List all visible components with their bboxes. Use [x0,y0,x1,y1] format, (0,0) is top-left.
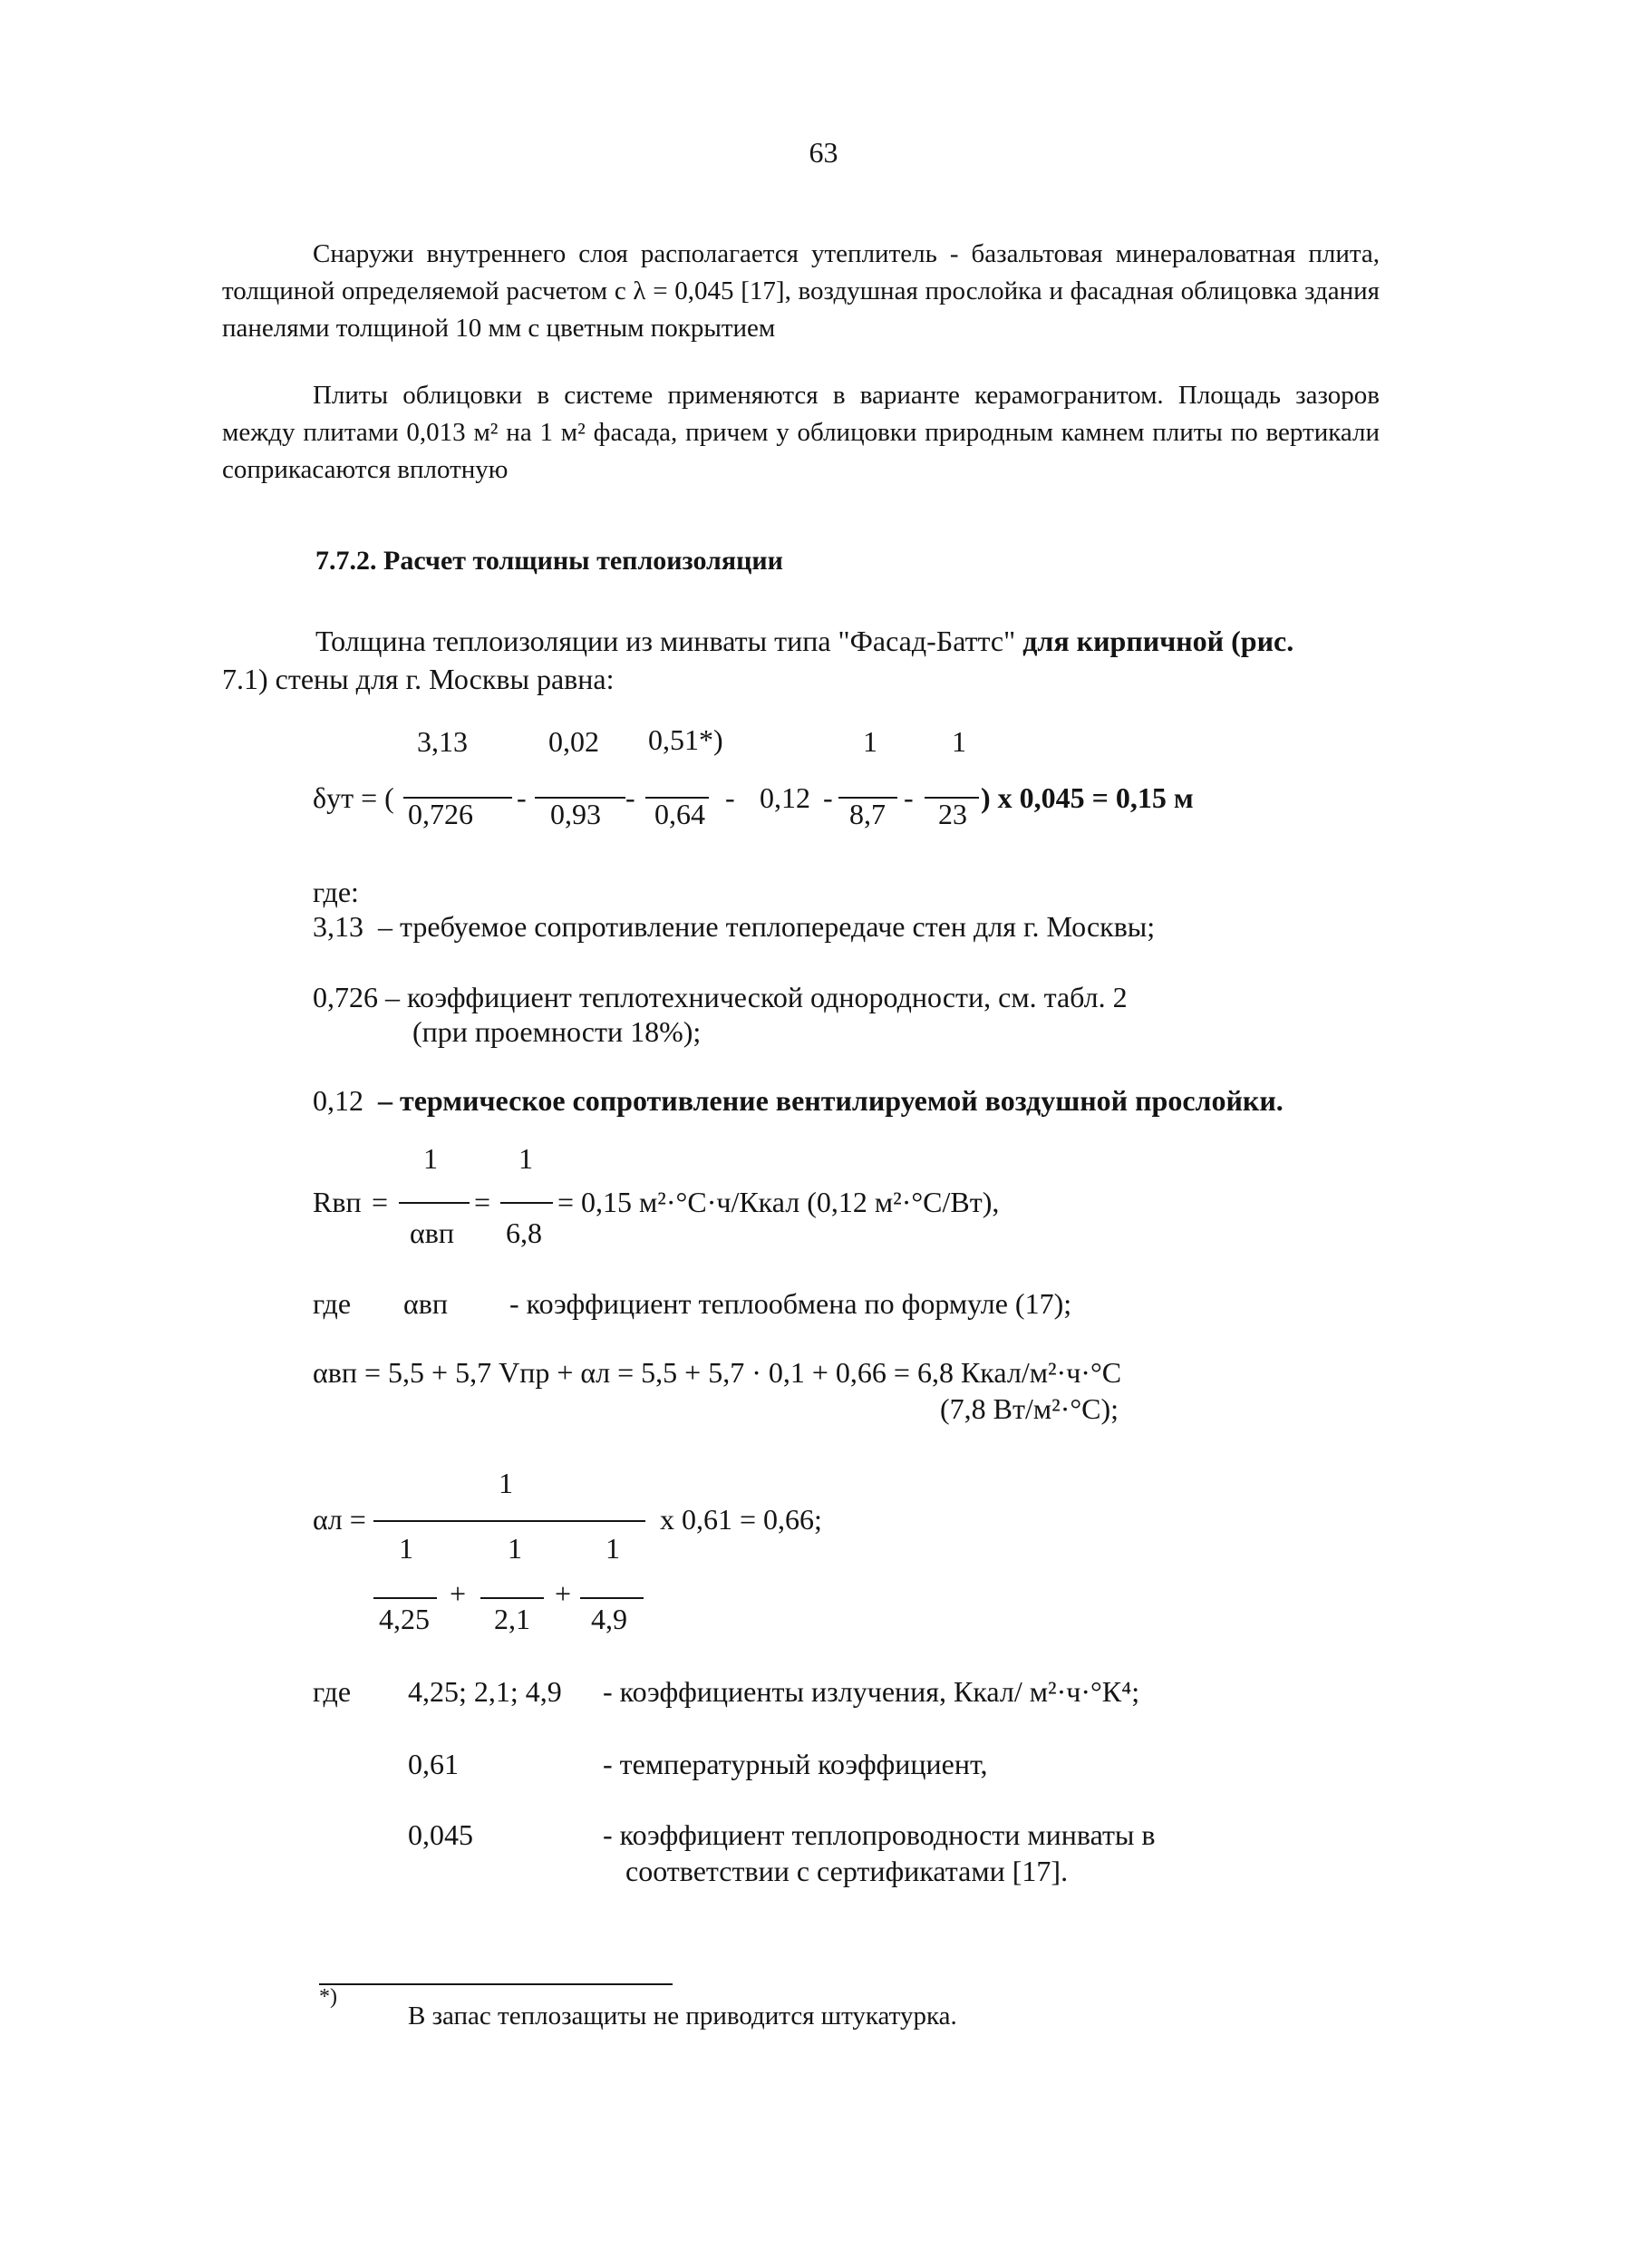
formula-main-num1: 3,13 [417,725,468,758]
formula-main-lhs: δут = ( [313,781,394,814]
formula-alpha-l-n1: 1 [399,1532,413,1565]
formula-alpha-line1: αвп = 5,5 + 5,7 Vпр + αл = 5,5 + 5,7 · 0,1 + 0,66 = 6,8 Ккал/м²·ч·°С [313,1356,1122,1389]
formula-r-eq2: = [474,1186,491,1218]
where-alpha: где αвп - коэффициент теплообмена по формуле (17); [313,1287,1072,1320]
definition-0-12: 0,12 – термическое сопротивление вентилируемой воздушной прослойки. [313,1084,1284,1117]
coefficient-text-conductivity-2: соответствии с сертификатами [17]. [625,1855,1069,1887]
formula-main-minus2: - [625,781,635,814]
footnote-text: В запас теплозащиты не приводится штукатурка. [408,2001,957,2031]
section-intro: Толщина теплоизоляции из минваты типа "Фасад-Баттс" для кирпичной (рис. 7.1) стены для г. Москвы равна: [222,625,1294,695]
coefficient-value-conductivity: 0,045 [408,1818,473,1851]
definition-0-726-note: (при проемности 18%); [412,1015,702,1048]
formula-alpha-l-lhs: αл = [313,1503,366,1536]
formula-alpha-l-d1: 4,25 [379,1603,430,1635]
formula-r-eq: = [372,1186,389,1218]
formula-alpha-l-plus2: + [555,1577,572,1610]
formula-main-den5: 23 [938,798,967,830]
page-number: 63 [809,136,838,169]
formula-r-den2: 6,8 [506,1216,542,1249]
coefficients-label: где [313,1675,352,1708]
formula-r-num2: 1 [518,1142,533,1175]
formula-r-result: = 0,15 м²·°С·ч/Ккал (0,12 м²·°С/Вт), [557,1186,1000,1218]
paragraph-facing-plates: Плиты облицовки в системе применяются в варианте керамогранитом. Площадь зазоров между плитами 0,013 м² на 1 м² фасада, причем у облицовки природным камнем плиты по вертикали соприкасаются вплотную [222,381,1380,484]
formula-r-bar1 [399,1202,470,1204]
formula-main-minus4: - [823,781,833,814]
formula-main-den4: 8,7 [849,798,886,830]
formula-alpha-l-tail: x 0,61 = 0,66; [660,1503,822,1536]
formula-alpha-l-d2: 2,1 [494,1603,530,1635]
paragraph-insulation-layer: Снаружи внутреннего слоя располагается утеплитель - базальтовая минераловатная плита, толщиной определяемой расчетом с λ = 0,045 [17], воздушная прослойка и фасадная облицовка здания панелями толщиной 10 мм с цветным покрытием [222,239,1380,343]
formula-main-num3: 0,51*) [648,723,723,756]
coefficient-value-temperature: 0,61 [408,1748,459,1780]
formula-main-minus5: - [904,781,914,814]
formula-r-num1: 1 [423,1142,438,1175]
formula-alpha-l-n3: 1 [606,1532,620,1565]
coefficient-text-conductivity: - коэффициент теплопроводности минваты в [603,1818,1156,1851]
formula-main-num2: 0,02 [548,725,599,758]
formula-alpha-l-n2: 1 [508,1532,522,1565]
formula-alpha-l-plus1: + [450,1577,467,1610]
section-heading: 7.7.2. Расчет толщины теплоизоляции [315,546,783,576]
coefficient-text-temperature: - температурный коэффициент, [603,1748,988,1780]
formula-main-result: ) x 0,045 = 0,15 м [981,781,1194,814]
formula-main-den2: 0,93 [550,798,601,830]
formula-main-num5: 1 [952,725,966,758]
formula-r-den1: αвп [410,1216,454,1249]
formula-main-minus1: - [517,781,527,814]
footnote-mark: *) [319,1985,337,2009]
formula-alpha-l-top-num: 1 [499,1467,513,1499]
formula-main-term: 0,12 [760,781,810,814]
formula-main-num4: 1 [863,725,877,758]
coefficient-value-radiation: 4,25; 2,1; 4,9 [408,1675,562,1708]
formula-r-lhs: Rвп [313,1186,362,1218]
formula-alpha-line2: (7,8 Вт/м²·°С); [940,1392,1119,1425]
formula-main-den1: 0,726 [408,798,473,830]
formula-alpha-l-bar2 [480,1597,544,1599]
formula-alpha-l-bar3 [580,1597,644,1599]
formula-alpha-l-main-bar [373,1520,645,1522]
definition-0-726: 0,726 – коэффициент теплотехнической однородности, см. табл. 2 [313,981,1128,1013]
section-intro-bold: для кирпичной (рис. [1022,625,1294,657]
formula-main-minus3: - [725,781,735,814]
formula-alpha-l-d3: 4,9 [591,1603,627,1635]
where-label: где: [313,876,359,908]
coefficient-text-radiation: - коэффициенты излучения, Ккал/ м²·ч·°К⁴; [603,1675,1140,1708]
formula-main-den3: 0,64 [654,798,705,830]
definition-3-13: 3,13 – требуемое сопротивление теплопередаче стен для г. Москвы; [313,910,1156,943]
formula-r-bar2 [500,1202,553,1204]
footnote-separator [319,1983,673,1985]
formula-alpha-l-bar1 [373,1597,437,1599]
